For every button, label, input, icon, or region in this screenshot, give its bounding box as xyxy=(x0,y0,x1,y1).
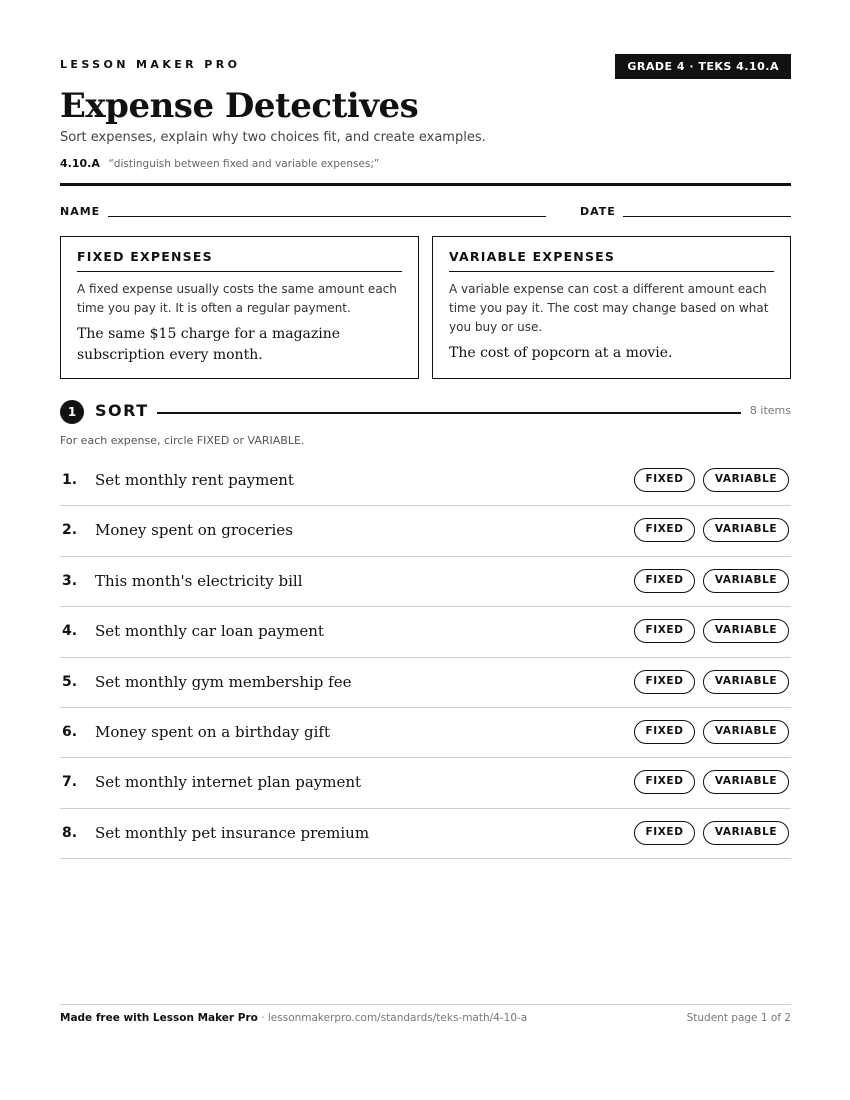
name-field[interactable] xyxy=(108,216,546,217)
name-label: NAME xyxy=(60,205,101,218)
fixed-choice[interactable]: FIXED xyxy=(634,518,695,542)
fixed-choice[interactable]: FIXED xyxy=(634,569,695,593)
fixed-choice[interactable]: FIXED xyxy=(634,468,695,492)
variable-choice[interactable]: VARIABLE xyxy=(703,619,789,643)
item-number: 8. xyxy=(62,824,78,841)
section-header xyxy=(60,400,791,424)
item-text: Set monthly pet insurance premium xyxy=(95,823,370,842)
page-indicator: Student page 1 of 2 xyxy=(686,1012,791,1024)
section-title: SORT xyxy=(95,401,149,420)
fixed-definition-title: FIXED EXPENSES xyxy=(77,249,402,272)
sort-item xyxy=(60,506,791,556)
variable-choice[interactable]: VARIABLE xyxy=(703,468,789,492)
variable-choice[interactable]: VARIABLE xyxy=(703,670,789,694)
item-number: 7. xyxy=(62,774,78,791)
choice-group xyxy=(634,619,789,643)
item-number: 2. xyxy=(62,522,78,539)
grade-badge: GRADE 4 · TEKS 4.10.A xyxy=(615,54,791,79)
item-text: Set monthly gym membership fee xyxy=(95,672,352,691)
item-number: 5. xyxy=(62,673,78,690)
sort-item xyxy=(60,557,791,607)
footer-separator: · xyxy=(257,1012,268,1024)
fixed-choice[interactable]: FIXED xyxy=(634,770,695,794)
variable-definition-text: A variable expense can cost a different amount each time you pay it. The cost may change based on what you buy or use. xyxy=(449,282,769,334)
item-number: 6. xyxy=(62,723,78,740)
item-text: Set monthly car loan payment xyxy=(95,622,324,641)
fixed-choice[interactable]: FIXED xyxy=(634,821,695,845)
item-text: This month's electricity bill xyxy=(95,571,303,590)
item-number: 3. xyxy=(62,572,78,589)
variable-choice[interactable]: VARIABLE xyxy=(703,720,789,744)
page-subtitle: Sort expenses, explain why two choices fit, and create examples. xyxy=(60,130,486,145)
item-text: Set monthly internet plan payment xyxy=(95,773,362,792)
sort-item xyxy=(60,758,791,808)
page-title: Expense Detectives xyxy=(60,86,419,126)
variable-choice[interactable]: VARIABLE xyxy=(703,770,789,794)
choice-group xyxy=(634,518,789,542)
date-field[interactable] xyxy=(623,216,791,217)
item-text: Set monthly rent payment xyxy=(95,471,294,489)
standard-text: “distinguish between fixed and variable expenses;” xyxy=(108,158,380,170)
variable-definition-title: VARIABLE EXPENSES xyxy=(449,249,774,272)
choice-group xyxy=(634,821,789,845)
fixed-choice[interactable]: FIXED xyxy=(634,720,695,744)
section-number-badge: 1 xyxy=(60,400,84,424)
section-instruction: For each expense, circle FIXED or VARIABLE. xyxy=(60,434,305,447)
sort-item xyxy=(60,607,791,657)
variable-example: The cost of popcorn at a movie. xyxy=(449,345,673,361)
fixed-definition-box xyxy=(60,236,419,379)
fixed-choice[interactable]: FIXED xyxy=(634,670,695,694)
item-number: 1. xyxy=(62,472,78,488)
footer-divider xyxy=(60,1004,791,1005)
standard-line xyxy=(60,157,379,170)
variable-definition-box xyxy=(432,236,791,379)
variable-choice[interactable]: VARIABLE xyxy=(703,569,789,593)
fixed-definition-text: A fixed expense usually costs the same amount each time you pay it. It is often a regular payment. xyxy=(77,282,397,315)
choice-group xyxy=(634,720,789,744)
variable-choice[interactable]: VARIABLE xyxy=(703,821,789,845)
item-text: Money spent on a birthday gift xyxy=(95,722,330,741)
item-number: 4. xyxy=(62,623,78,640)
footer-credit xyxy=(60,1012,527,1024)
variable-choice[interactable]: VARIABLE xyxy=(703,518,789,542)
sort-item xyxy=(60,809,791,859)
section-divider xyxy=(157,412,741,414)
choice-group xyxy=(634,770,789,794)
sort-item xyxy=(60,456,791,506)
header-divider xyxy=(60,183,791,186)
choice-group xyxy=(634,569,789,593)
fixed-example: The same $15 charge for a magazine subscription every month. xyxy=(77,326,341,363)
sort-item xyxy=(60,658,791,708)
choice-group xyxy=(634,670,789,694)
sort-item xyxy=(60,708,791,758)
footer-made-with: Made free with Lesson Maker Pro xyxy=(60,1012,258,1024)
choice-group xyxy=(634,468,789,492)
worksheet-page xyxy=(60,0,791,1100)
brand-name: LESSON MAKER PRO xyxy=(60,58,241,71)
item-count: 8 items xyxy=(749,404,791,417)
date-label: DATE xyxy=(580,205,616,218)
footer-url[interactable]: lessonmakerpro.com/standards/teks-math/4-10-a xyxy=(267,1012,528,1024)
sort-list xyxy=(60,456,791,859)
item-text: Money spent on groceries xyxy=(95,521,293,540)
standard-code: 4.10.A xyxy=(60,157,100,170)
fixed-choice[interactable]: FIXED xyxy=(634,619,695,643)
